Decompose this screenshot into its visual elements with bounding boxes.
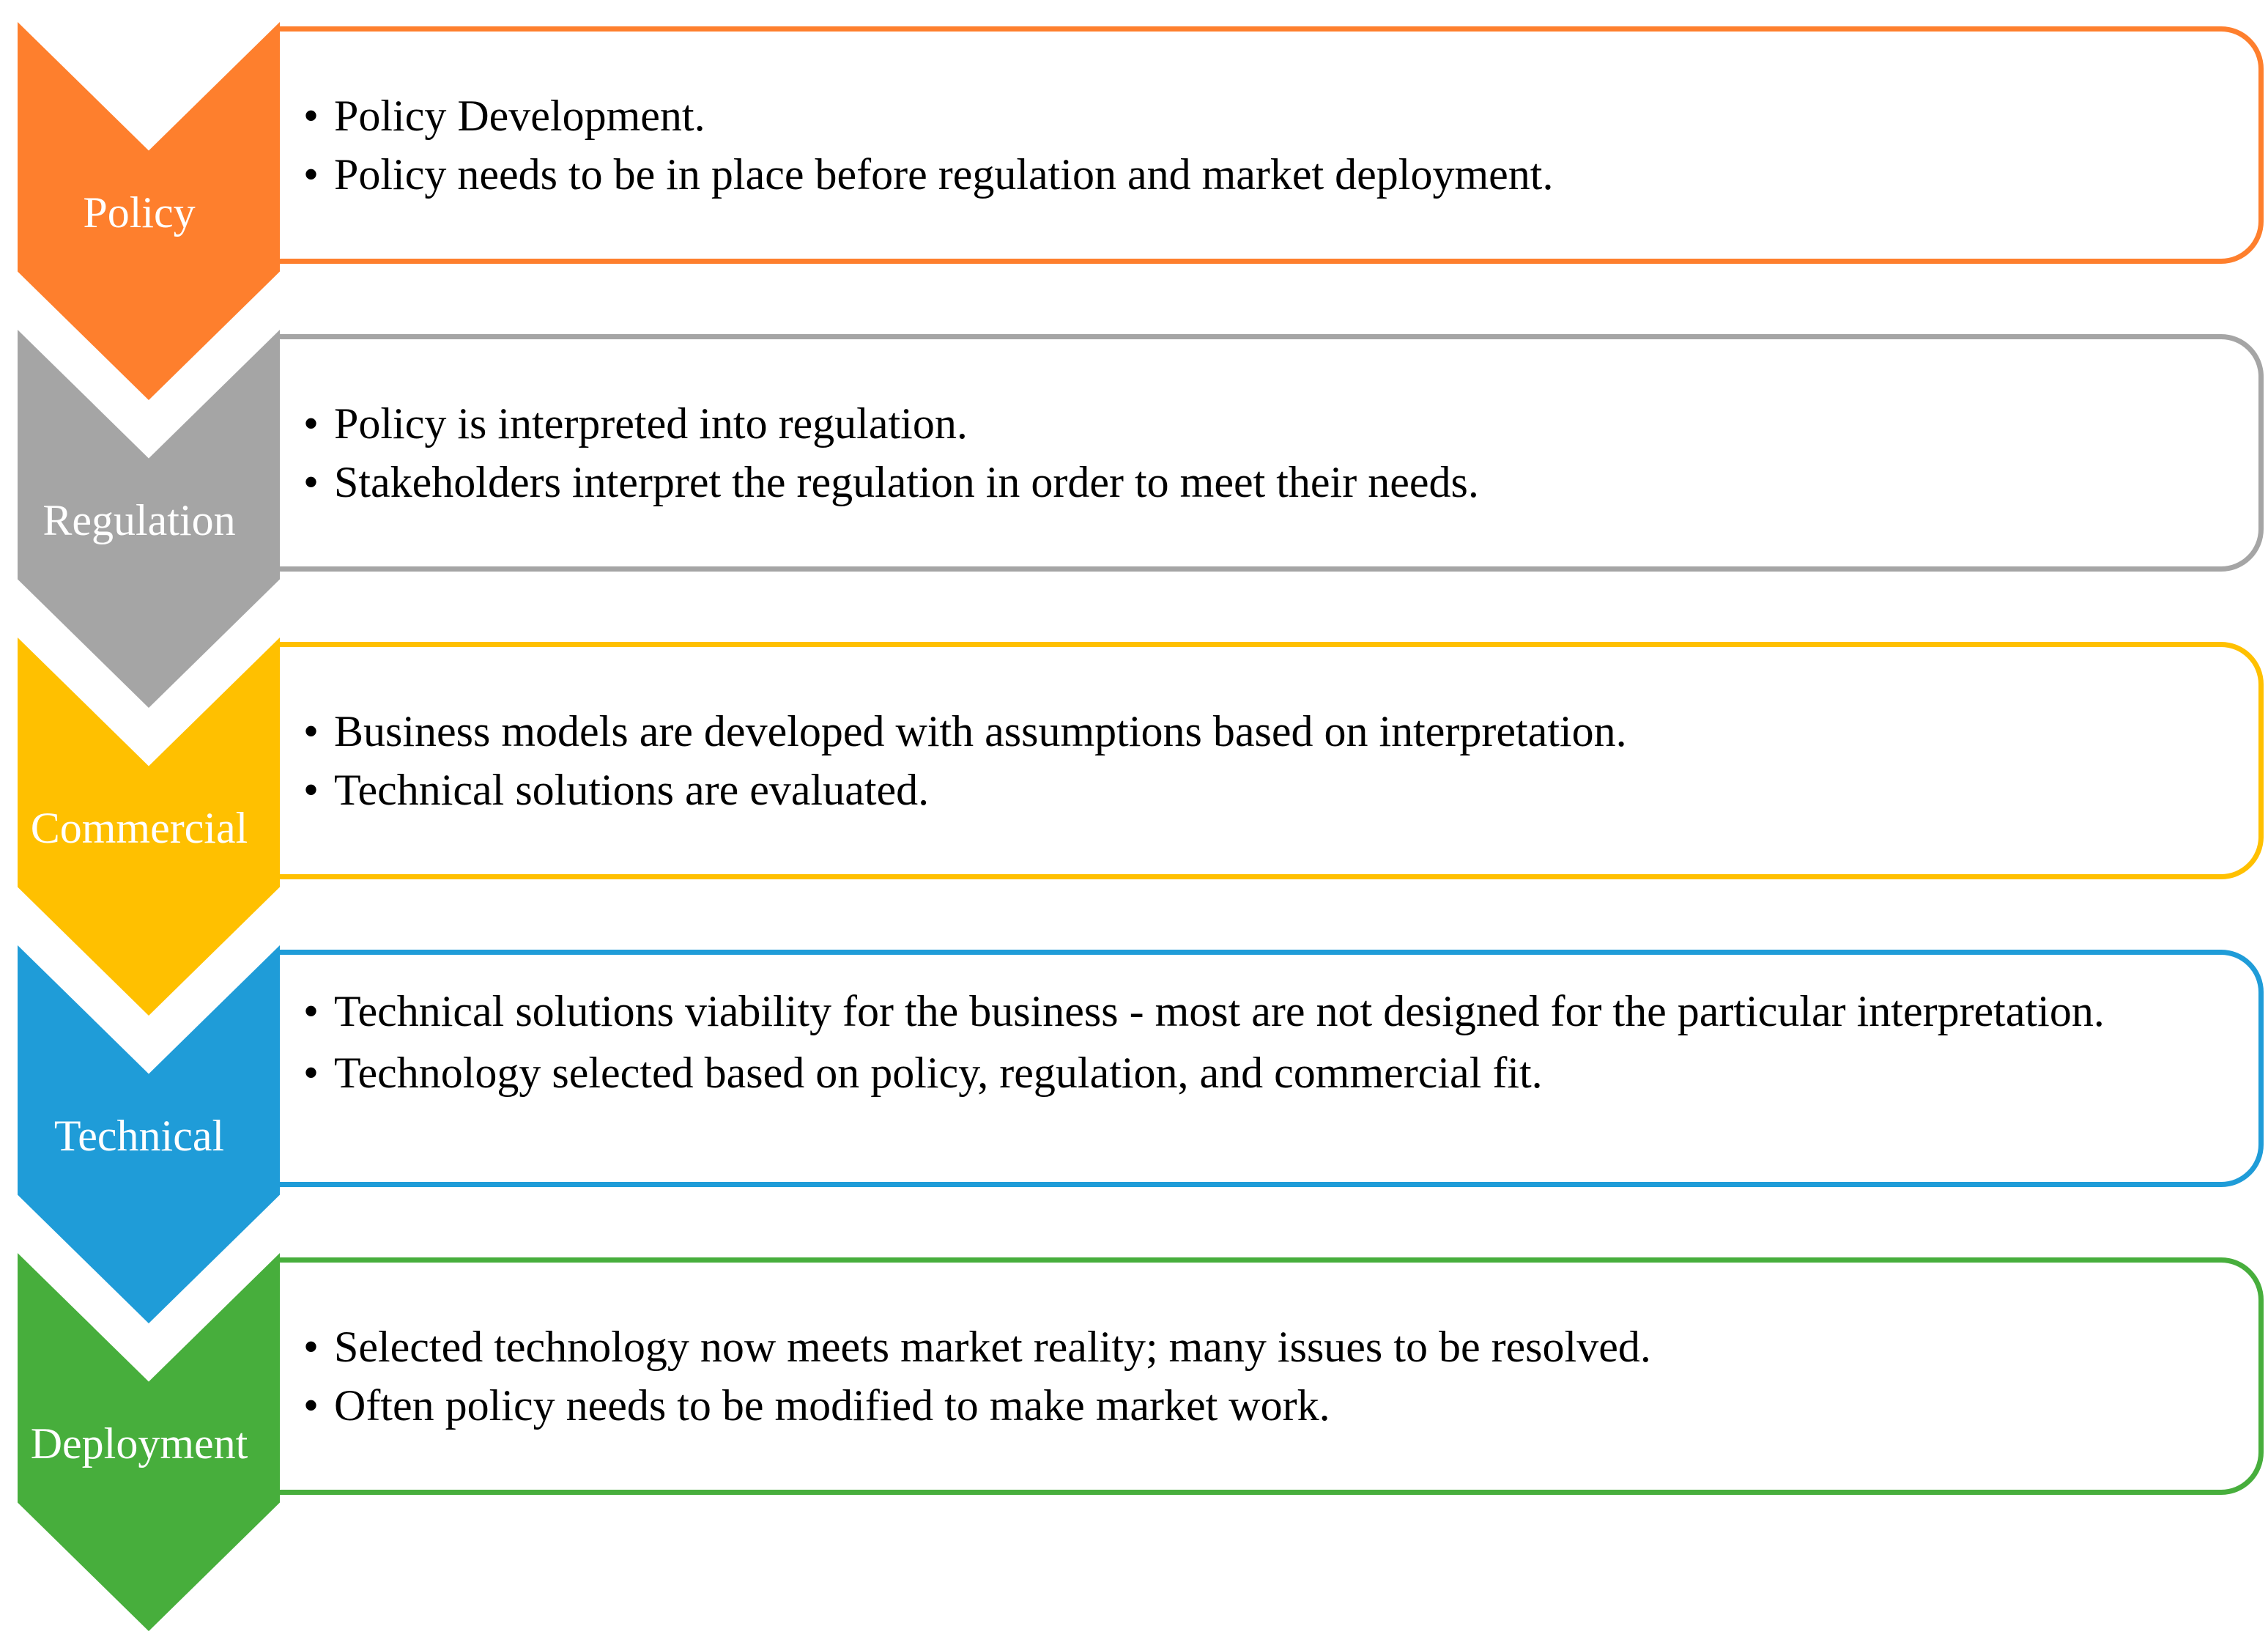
bullets-regulation [303, 397, 2208, 514]
stage-label-technical: Technical [53, 1112, 225, 1160]
bullets-technical [303, 985, 2208, 1105]
stage-label-deployment: Deployment [30, 1419, 248, 1468]
bullet-item: • Stakeholders interpret the regulation in order to meet their needs. [303, 456, 2208, 509]
bullet-item: • Policy is interpreted into regulation. [303, 397, 2208, 450]
bullet-item: • Technical solutions are evaluated. [303, 764, 2208, 816]
stage-label-policy: Policy [83, 188, 196, 237]
bullets-commercial [303, 705, 2208, 822]
bullet-item: • Business models are developed with assumptions based on interpretation. [303, 705, 2208, 758]
bullet-item: • Technical solutions viability for the business - most are not designed for the particular interpretation. [303, 985, 2208, 1038]
bullets-policy [303, 89, 2208, 207]
bullet-item: • Selected technology now meets market reality; many issues to be resolved. [303, 1320, 2208, 1373]
bullets-deployment [303, 1320, 2208, 1438]
stage-label-regulation: Regulation [42, 496, 236, 544]
bullet-item: • Policy Development. [303, 89, 2208, 142]
stage-label-commercial: Commercial [30, 804, 248, 852]
bullet-item: • Policy needs to be in place before regulation and market deployment. [303, 148, 2208, 201]
bullet-item: • Technology selected based on policy, regulation, and commercial fit. [303, 1046, 2208, 1099]
bullet-item: • Often policy needs to be modified to make market work. [303, 1379, 2208, 1432]
